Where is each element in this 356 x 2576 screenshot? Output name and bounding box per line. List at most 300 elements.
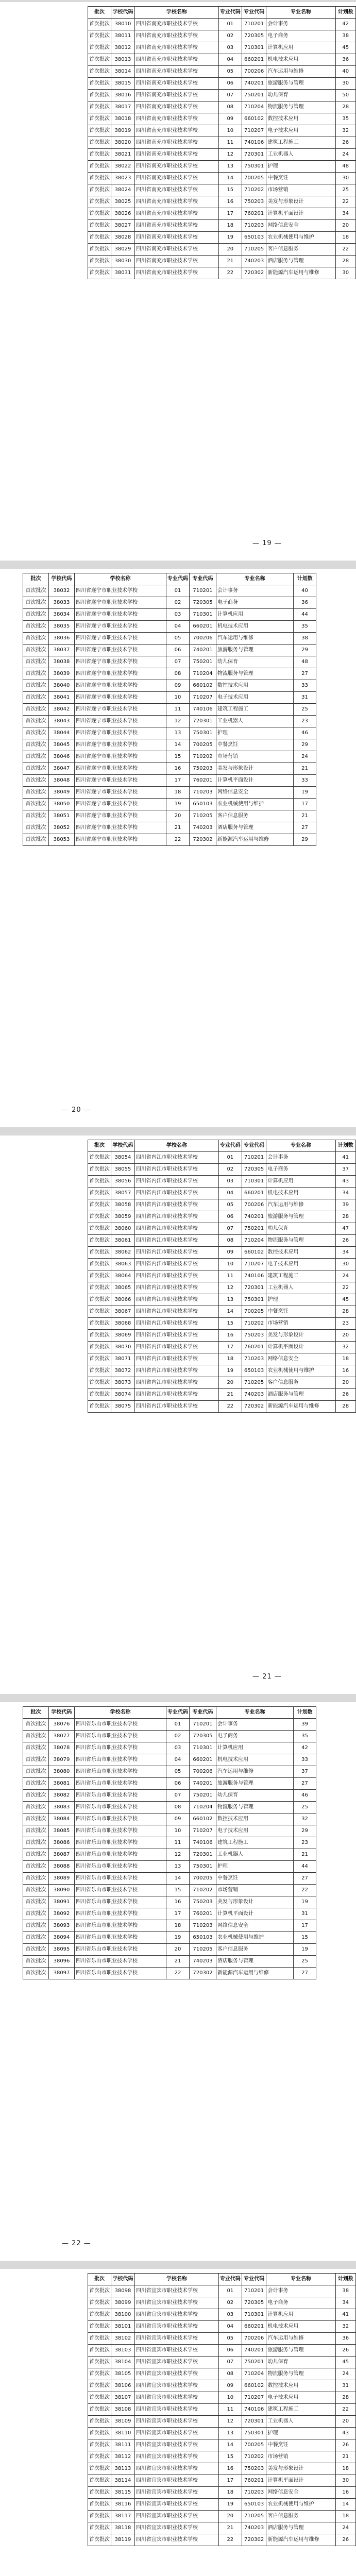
table-row (23, 668, 316, 680)
table-cell: 21 (294, 763, 316, 775)
table-cell: 20 (218, 2511, 242, 2522)
table-cell: 38092 (49, 1908, 75, 1920)
table-cell: 740106 (242, 1270, 266, 1282)
table-cell: 网络信息安全 (216, 1920, 294, 1932)
table-cell: 720301 (242, 1282, 266, 1294)
table-cell: 03 (166, 1742, 190, 1754)
table-cell: 38 (335, 30, 355, 42)
table-cell: 30 (335, 173, 355, 184)
table-cell: 四川省南充市职业技术学校 (134, 54, 218, 66)
column-header: 计划数 (335, 1140, 355, 1152)
table-cell: 四川省宜宾市职业技术学校 (134, 2487, 218, 2499)
table-cell: 22 (218, 2534, 242, 2546)
table-cell: 首次批次 (88, 220, 111, 232)
table-row (88, 2428, 356, 2439)
table-cell: 四川省南充市职业技术学校 (134, 66, 218, 78)
table-cell: 农业机械使用与维护 (266, 232, 335, 244)
table-cell: 710202 (242, 2451, 266, 2463)
table-cell: 710207 (242, 125, 266, 137)
table-cell: 幼儿保育 (216, 1790, 294, 1802)
table-cell: 30 (335, 267, 355, 279)
table-cell: 30 (335, 2475, 355, 2487)
column-header: 专业代码 (166, 573, 190, 585)
table-cell: 38109 (111, 2416, 135, 2428)
table-row (88, 2499, 356, 2511)
table-cell: 710301 (242, 1176, 266, 1188)
table-cell: 38078 (49, 1742, 75, 1754)
table-cell: 22 (335, 244, 355, 256)
table-cell: 12 (218, 149, 242, 161)
table-cell: 市场营销 (216, 1885, 294, 1896)
table-cell: 物流服务与管理 (266, 1235, 335, 1247)
table-cell: 首次批次 (23, 1754, 49, 1766)
table-row (88, 1342, 356, 1353)
column-header: 批次 (23, 1707, 49, 1719)
table-cell: 45 (335, 1294, 355, 1306)
table-cell: 740106 (190, 704, 216, 716)
table-row (88, 2522, 356, 2534)
table-cell: 首次批次 (88, 1199, 111, 1211)
table-cell: 38111 (111, 2439, 135, 2451)
table-cell: 38107 (111, 2392, 135, 2404)
table-cell: 四川省乐山市职业技术学校 (75, 1802, 166, 1814)
table-cell: 710207 (190, 692, 216, 704)
table-cell: 首次批次 (88, 2357, 111, 2368)
table-cell: 01 (218, 2285, 242, 2297)
table-cell: 四川省南充市职业技术学校 (134, 184, 218, 196)
table-cell: 四川省内江市职业技术学校 (134, 1353, 218, 1365)
column-header: 学校代码 (111, 1140, 135, 1152)
table-cell: 33 (294, 775, 316, 787)
table-cell: 38115 (111, 2487, 135, 2499)
table-cell: 750301 (190, 727, 216, 739)
table-cell: 38020 (111, 137, 135, 149)
table-cell: 04 (218, 2321, 242, 2333)
table-cell: 25 (294, 704, 316, 716)
table-row (23, 1766, 316, 1778)
table-row (23, 763, 316, 775)
table-row (23, 1754, 316, 1766)
table-cell: 首次批次 (23, 621, 49, 633)
table-row (88, 90, 356, 101)
table-cell: 28 (335, 2392, 355, 2404)
table-cell: 20 (166, 810, 190, 822)
table-cell: 740106 (190, 1837, 216, 1849)
column-header: 专业代码 (190, 1707, 216, 1719)
table-cell: 首次批次 (88, 2368, 111, 2380)
table-cell: 42 (294, 1742, 316, 1754)
table-cell: 首次批次 (88, 1342, 111, 1353)
table-cell: 38055 (111, 1164, 135, 1176)
table-row (88, 1282, 356, 1294)
table-row (88, 184, 356, 196)
table-cell: 06 (218, 1211, 242, 1223)
table-cell: 30 (335, 1259, 355, 1270)
table-cell: 四川省南充市职业技术学校 (134, 220, 218, 232)
table-cell: 四川省乐山市职业技术学校 (75, 1719, 166, 1731)
table-row (88, 1259, 356, 1270)
table-cell: 740106 (242, 2404, 266, 2416)
table-cell: 四川省南充市职业技术学校 (134, 244, 218, 256)
table-cell: 38022 (111, 161, 135, 173)
table-cell: 网络信息安全 (266, 220, 335, 232)
table-cell: 30 (335, 78, 355, 90)
table-cell: 38090 (49, 1885, 75, 1896)
table-cell: 四川省内江市职业技术学校 (134, 1294, 218, 1306)
table-cell: 38098 (111, 2285, 135, 2297)
table-cell: 720301 (242, 2416, 266, 2428)
table-cell: 首次批次 (23, 692, 49, 704)
table-cell: 760201 (242, 2475, 266, 2487)
table-cell: 710202 (242, 184, 266, 196)
table-cell: 四川省内江市职业技术学校 (134, 1176, 218, 1188)
column-header: 专业名称 (216, 573, 294, 585)
enrollment-plan-table (88, 1140, 356, 1413)
table-row (23, 1731, 316, 1742)
table-cell: 38072 (111, 1365, 135, 1377)
table-row (23, 1849, 316, 1861)
table-cell: 四川省南充市职业技术学校 (134, 232, 218, 244)
table-cell: 首次批次 (88, 1235, 111, 1247)
table-cell: 四川省内江市职业技术学校 (134, 1259, 218, 1270)
table-cell: 19 (294, 1896, 316, 1908)
table-cell: 740106 (242, 137, 266, 149)
table-cell: 首次批次 (88, 1152, 111, 1164)
table-cell: 07 (218, 1223, 242, 1235)
table-cell: 22 (335, 1282, 355, 1294)
table-cell: 首次批次 (23, 1920, 49, 1932)
table-cell: 08 (218, 2368, 242, 2380)
table-cell: 幼儿保育 (266, 1223, 335, 1235)
table-cell: 首次批次 (88, 1318, 111, 1330)
table-cell: 四川省乐山市职业技术学校 (75, 1766, 166, 1778)
table-cell: 24 (294, 751, 316, 763)
table-cell: 26 (335, 2534, 355, 2546)
table-cell: 首次批次 (23, 1861, 49, 1873)
column-header: 专业名称 (266, 1140, 335, 1152)
table-row (23, 1908, 316, 1920)
table-cell: 首次批次 (88, 184, 111, 196)
table-cell: 四川省遂宁市职业技术学校 (75, 810, 166, 822)
table-cell: 710203 (190, 1920, 216, 1932)
table-cell: 21 (166, 1956, 190, 1968)
table-row (88, 1377, 356, 1389)
table-cell: 21 (166, 822, 190, 834)
table-cell: 四川省南充市职业技术学校 (134, 101, 218, 113)
table-cell: 750203 (190, 763, 216, 775)
table-cell: 18 (218, 1353, 242, 1365)
table-cell: 四川省遂宁市职业技术学校 (75, 822, 166, 834)
table-cell: 14 (335, 2499, 355, 2511)
table-cell: 21 (218, 1389, 242, 1401)
table-cell: 660201 (242, 1188, 266, 1199)
table-cell: 首次批次 (88, 1401, 111, 1413)
table-cell: 06 (166, 1778, 190, 1790)
table-cell: 12 (218, 1282, 242, 1294)
table-cell: 四川省宜宾市职业技术学校 (134, 2428, 218, 2439)
table-row (23, 704, 316, 716)
table-cell: 710201 (190, 585, 216, 597)
table-cell: 幼儿保育 (266, 2357, 335, 2368)
table-cell: 06 (218, 2345, 242, 2357)
table-cell: 34 (335, 2297, 355, 2309)
table-cell: 38014 (111, 66, 135, 78)
table-cell: 14 (218, 1306, 242, 1318)
table-cell: 四川省内江市职业技术学校 (134, 1342, 218, 1353)
table-cell: 四川省遂宁市职业技术学校 (75, 609, 166, 621)
table-cell: 09 (166, 680, 190, 692)
table-cell: 710201 (190, 1719, 216, 1731)
table-cell: 首次批次 (23, 751, 49, 763)
table-cell: 首次批次 (88, 101, 111, 113)
table-cell: 38093 (49, 1920, 75, 1932)
table-cell: 18 (218, 2487, 242, 2499)
table-cell: 四川省遂宁市职业技术学校 (75, 585, 166, 597)
table-cell: 26 (335, 2439, 355, 2451)
table-row (88, 2333, 356, 2345)
table-cell: 05 (218, 1199, 242, 1211)
table-cell: 19 (218, 1365, 242, 1377)
table-cell: 760201 (190, 775, 216, 787)
table-cell: 四川省内江市职业技术学校 (134, 1270, 218, 1282)
table-cell: 38113 (111, 2463, 135, 2475)
table-cell: 首次批次 (88, 2345, 111, 2357)
table-cell: 11 (218, 1270, 242, 1282)
column-header: 批次 (88, 7, 111, 19)
table-cell: 工业机器人 (266, 2416, 335, 2428)
table-cell: 19 (294, 787, 316, 799)
table-cell: 750301 (242, 1294, 266, 1306)
table-cell: 酒店服务与管理 (266, 256, 335, 267)
table-cell: 32 (335, 1342, 355, 1353)
table-cell: 计算机平面设计 (216, 1908, 294, 1920)
table-cell: 08 (166, 1802, 190, 1814)
table-row (23, 799, 316, 810)
table-cell: 四川省宜宾市职业技术学校 (134, 2309, 218, 2321)
table-cell: 650103 (190, 799, 216, 810)
table-row (88, 2463, 356, 2475)
table-cell: 建筑工程施工 (266, 2404, 335, 2416)
table-cell: 客户信息服务 (266, 244, 335, 256)
table-row (88, 232, 356, 244)
table-cell: 美发与形象设计 (266, 2463, 335, 2475)
table-cell: 首次批次 (88, 2321, 111, 2333)
table-cell: 38023 (111, 173, 135, 184)
table-cell: 24 (335, 2368, 355, 2380)
table-cell: 首次批次 (88, 90, 111, 101)
table-cell: 27 (294, 668, 316, 680)
table-cell: 660201 (242, 2321, 266, 2333)
table-cell: 首次批次 (88, 30, 111, 42)
table-cell: 26 (335, 137, 355, 149)
table-cell: 39 (335, 1199, 355, 1211)
table-cell: 38039 (49, 668, 75, 680)
table-cell: 四川省宜宾市职业技术学校 (134, 2380, 218, 2392)
table-cell: 650103 (242, 232, 266, 244)
table-cell: 710201 (242, 1152, 266, 1164)
table-cell: 首次批次 (23, 704, 49, 716)
table-cell: 四川省内江市职业技术学校 (134, 1377, 218, 1389)
column-header: 学校名称 (134, 1140, 218, 1152)
table-cell: 16 (218, 2463, 242, 2475)
table-cell: 13 (218, 2428, 242, 2439)
document-page (0, 2269, 356, 2576)
table-cell: 首次批次 (23, 597, 49, 609)
table-cell: 710207 (242, 2392, 266, 2404)
table-cell: 38080 (49, 1766, 75, 1778)
table-row (88, 2511, 356, 2522)
table-cell: 22 (218, 267, 242, 279)
table-row (88, 2451, 356, 2463)
table-cell: 38025 (111, 196, 135, 208)
table-cell: 幼儿保育 (266, 90, 335, 101)
table-row (88, 1353, 356, 1365)
table-cell: 酒店服务与管理 (266, 1389, 335, 1401)
table-cell: 客户信息服务 (216, 1944, 294, 1956)
table-cell: 首次批次 (23, 1790, 49, 1802)
table-cell: 720301 (190, 1849, 216, 1861)
table-cell: 四川省乐山市职业技术学校 (75, 1885, 166, 1896)
table-cell: 46 (294, 727, 316, 739)
table-cell: 酒店服务与管理 (266, 2522, 335, 2534)
table-cell: 750301 (242, 2428, 266, 2439)
table-cell: 首次批次 (88, 1259, 111, 1270)
table-cell: 美发与形象设计 (266, 1330, 335, 1342)
table-row (88, 42, 356, 54)
table-cell: 740201 (190, 645, 216, 656)
table-cell: 四川省乐山市职业技术学校 (75, 1825, 166, 1837)
table-cell: 31 (294, 692, 316, 704)
table-cell: 四川省宜宾市职业技术学校 (134, 2333, 218, 2345)
table-cell: 新能源汽车运用与维修 (216, 1968, 294, 1979)
table-cell: 市场营销 (266, 2451, 335, 2463)
page-number: — 22 — (62, 2240, 91, 2247)
table-cell: 01 (218, 19, 242, 30)
table-cell: 740203 (242, 1389, 266, 1401)
table-cell: 26 (335, 2345, 355, 2357)
table-cell: 首次批次 (88, 1389, 111, 1401)
table-row (88, 2357, 356, 2368)
table-cell: 15 (166, 751, 190, 763)
table-row (88, 2534, 356, 2546)
table-cell: 48 (294, 656, 316, 668)
table-cell: 数控技术应用 (266, 113, 335, 125)
table-cell: 740203 (242, 2522, 266, 2534)
table-cell: 740203 (190, 1956, 216, 1968)
table-cell: 首次批次 (88, 2511, 111, 2522)
table-cell: 旅游服务与管理 (266, 2345, 335, 2357)
table-cell: 四川省遂宁市职业技术学校 (75, 597, 166, 609)
table-cell: 首次批次 (88, 208, 111, 220)
table-cell: 四川省宜宾市职业技术学校 (134, 2451, 218, 2463)
table-row (23, 1896, 316, 1908)
table-cell: 43 (335, 2428, 355, 2439)
table-cell: 护理 (216, 727, 294, 739)
table-row (88, 1199, 356, 1211)
column-header: 学校名称 (75, 573, 166, 585)
table-cell: 16 (218, 1330, 242, 1342)
table-cell: 38091 (49, 1896, 75, 1908)
table-cell: 38089 (49, 1873, 75, 1885)
table-cell: 农业机械使用与维护 (216, 1932, 294, 1944)
table-cell: 15 (218, 184, 242, 196)
table-cell: 700205 (242, 1306, 266, 1318)
table-cell: 农业机械使用与维护 (216, 799, 294, 810)
table-cell: 50 (335, 90, 355, 101)
table-row (88, 1235, 356, 1247)
table-cell: 23 (294, 716, 316, 727)
table-cell: 17 (166, 775, 190, 787)
table-cell: 38057 (111, 1188, 135, 1199)
table-cell: 首次批次 (88, 2499, 111, 2511)
table-cell: 四川省乐山市职业技术学校 (75, 1731, 166, 1742)
table-cell: 660201 (190, 1754, 216, 1766)
table-cell: 首次批次 (88, 1270, 111, 1282)
table-cell: 首次批次 (88, 2439, 111, 2451)
table-cell: 四川省宜宾市职业技术学校 (134, 2499, 218, 2511)
table-cell: 四川省内江市职业技术学校 (134, 1389, 218, 1401)
table-cell: 首次批次 (88, 2285, 111, 2297)
table-cell: 四川省内江市职业技术学校 (134, 1282, 218, 1294)
table-cell: 四川省内江市职业技术学校 (134, 1330, 218, 1342)
table-cell: 38017 (111, 101, 135, 113)
table-cell: 38074 (111, 1389, 135, 1401)
table-cell: 15 (166, 1885, 190, 1896)
table-row (23, 1885, 316, 1896)
table-cell: 首次批次 (88, 2451, 111, 2463)
table-cell: 客户信息服务 (216, 810, 294, 822)
table-cell: 38012 (111, 42, 135, 54)
table-cell: 38048 (49, 775, 75, 787)
table-cell: 05 (218, 66, 242, 78)
table-cell: 38018 (111, 113, 135, 125)
table-cell: 机电技术应用 (216, 621, 294, 633)
table-cell: 四川省内江市职业技术学校 (134, 1247, 218, 1259)
table-cell: 首次批次 (88, 1188, 111, 1199)
table-cell: 38101 (111, 2321, 135, 2333)
table-cell: 02 (218, 2297, 242, 2309)
table-cell: 四川省遂宁市职业技术学校 (75, 834, 166, 846)
table-cell: 710205 (242, 1377, 266, 1389)
table-cell: 电子技术应用 (216, 1825, 294, 1837)
table-cell: 20 (335, 2416, 355, 2428)
table-cell: 首次批次 (23, 1968, 49, 1979)
table-cell: 11 (218, 2404, 242, 2416)
table-cell: 37 (294, 1766, 316, 1778)
table-cell: 48 (335, 161, 355, 173)
table-cell: 四川省乐山市职业技术学校 (75, 1754, 166, 1766)
table-cell: 旅游服务与管理 (266, 1211, 335, 1223)
table-cell: 四川省遂宁市职业技术学校 (75, 692, 166, 704)
table-row (88, 30, 356, 42)
table-cell: 首次批次 (23, 1802, 49, 1814)
table-cell: 38016 (111, 90, 135, 101)
table-cell: 20 (335, 220, 355, 232)
table-cell: 38030 (111, 256, 135, 267)
table-cell: 电子技术应用 (266, 125, 335, 137)
table-cell: 18 (218, 220, 242, 232)
column-header: 批次 (23, 573, 49, 585)
table-cell: 18 (335, 2463, 355, 2475)
table-cell: 14 (218, 173, 242, 184)
table-cell: 29 (294, 1825, 316, 1837)
table-cell: 首次批次 (88, 1282, 111, 1294)
table-cell: 计算机平面设计 (266, 2475, 335, 2487)
table-cell: 四川省宜宾市职业技术学校 (134, 2511, 218, 2522)
table-cell: 幼儿保育 (216, 656, 294, 668)
table-row (23, 1837, 316, 1849)
table-row (23, 1920, 316, 1932)
